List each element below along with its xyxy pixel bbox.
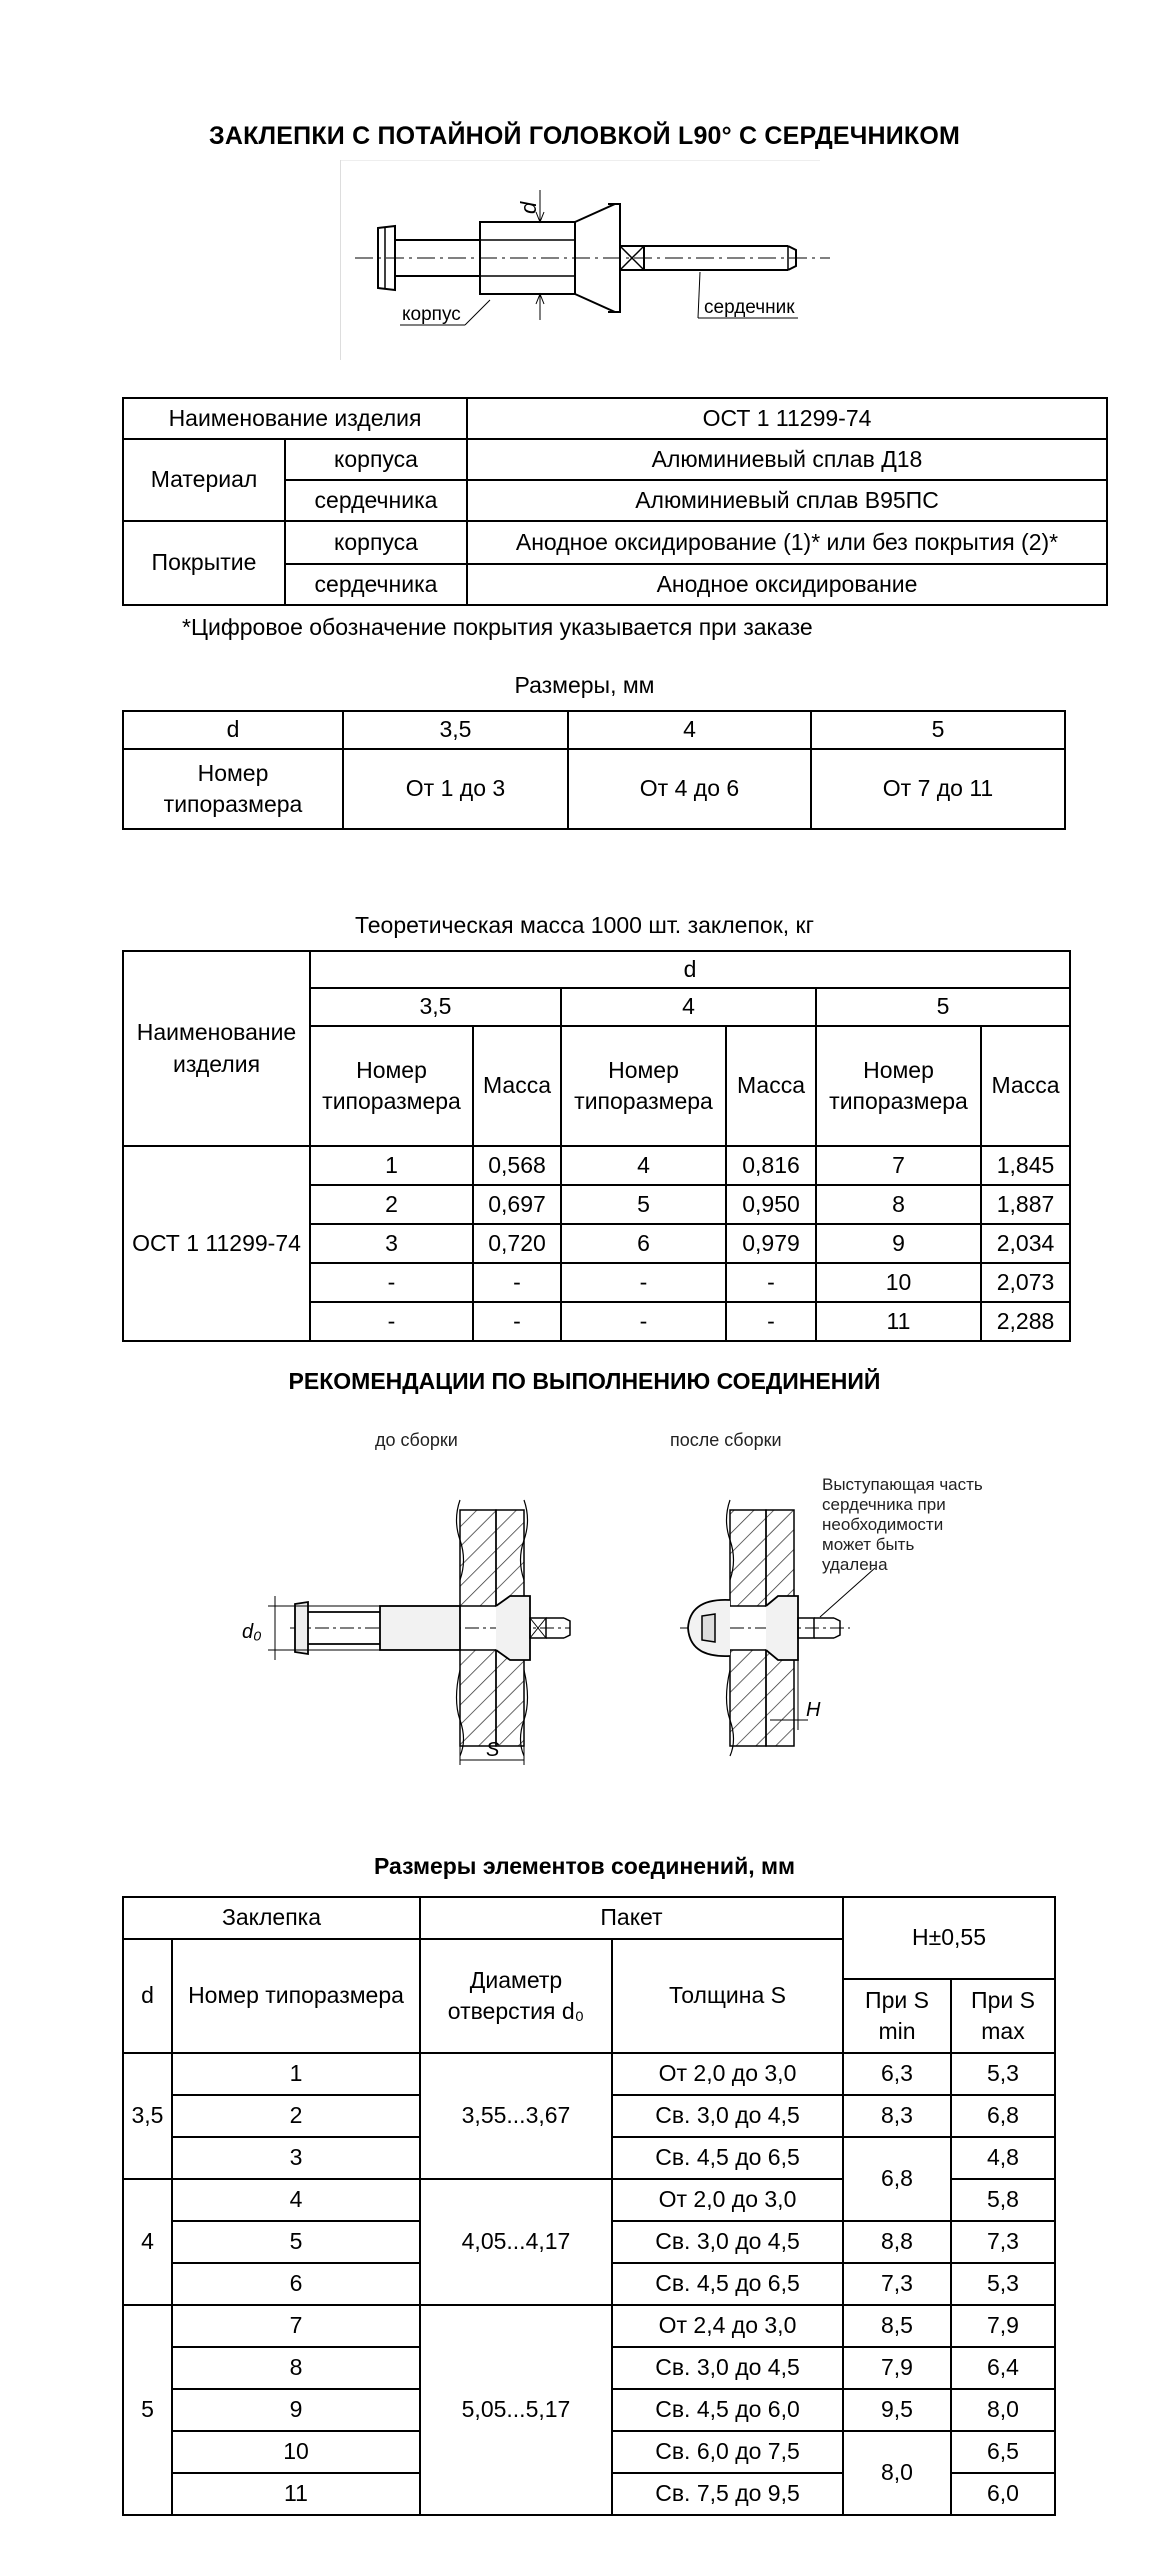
joint-hole-header: Диаметр отверстия d₀ [420, 1939, 612, 2053]
after-label: после сборки [670, 1430, 782, 1450]
mass-cell: 11 [816, 1302, 981, 1341]
joint-number: 6 [172, 2263, 420, 2305]
joint-hmin: 8,0 [843, 2431, 951, 2515]
spec-body-label: корпуса [285, 521, 467, 564]
joint-number: 5 [172, 2221, 420, 2263]
joint-thickness: Св. 3,0 до 4,5 [612, 2095, 843, 2137]
mass-product: ОСТ 1 11299-74 [123, 1146, 310, 1341]
joint-d-value: 3,5 [123, 2053, 172, 2179]
joint-caption: Размеры элементов соединений, мм [373, 1853, 796, 1879]
joint-hmax: 7,3 [951, 2221, 1055, 2263]
mass-cell: 0,568 [473, 1146, 561, 1185]
joint-hmax: 6,4 [951, 2347, 1055, 2389]
sizes-range: От 4 до 6 [568, 749, 811, 829]
mass-cell: 10 [816, 1263, 981, 1302]
spec-coating-label: Покрытие [123, 521, 285, 605]
mass-cell: 0,697 [473, 1185, 561, 1224]
sizes-d-label: d [123, 711, 343, 749]
joint-number: 7 [172, 2305, 420, 2347]
joint-hmax: 4,8 [951, 2137, 1055, 2179]
mass-mass-header: Масса [726, 1026, 816, 1146]
joint-hmax: 6,8 [951, 2095, 1055, 2137]
joint-thickness: Св. 4,5 до 6,5 [612, 2137, 843, 2179]
sizes-d-value: 5 [811, 711, 1065, 749]
joint-pack-header: Пакет [420, 1897, 843, 1939]
joint-hmin: 7,3 [843, 2263, 951, 2305]
joint-d-value: 4 [123, 2179, 172, 2305]
page-title: ЗАКЛЕПКИ С ПОТАЙНОЙ ГОЛОВКОЙ L90° С СЕРДЕЧНИКОМ [208, 122, 961, 150]
joint-hmax: 6,5 [951, 2431, 1055, 2473]
mass-cell: 0,979 [726, 1224, 816, 1263]
joint-hmax: 8,0 [951, 2389, 1055, 2431]
spec-core-label: сердечника [285, 480, 467, 521]
mass-mass-header: Масса [473, 1026, 561, 1146]
joint-hole: 5,05...5,17 [420, 2305, 612, 2515]
sizes-caption: Размеры, мм [514, 672, 655, 698]
mass-cell: 5 [561, 1185, 726, 1224]
mass-cell: 0,816 [726, 1146, 816, 1185]
joint-thickness: Св. 6,0 до 7,5 [612, 2431, 843, 2473]
spec-body-label: корпуса [285, 439, 467, 480]
sizes-d-value: 3,5 [343, 711, 568, 749]
core-label: сердечник [704, 297, 795, 318]
d0-label: d₀ [242, 1621, 262, 1643]
mass-number-header: Номер типоразмера [561, 1026, 726, 1146]
joint-number: 4 [172, 2179, 420, 2221]
mass-cell: 4 [561, 1146, 726, 1185]
joint-hmax: 5,3 [951, 2053, 1055, 2095]
joint-number: 1 [172, 2053, 420, 2095]
mass-cell: 8 [816, 1185, 981, 1224]
mass-cell: 6 [561, 1224, 726, 1263]
mass-cell: 0,950 [726, 1185, 816, 1224]
spec-material-core: Алюминиевый сплав В95ПС [467, 480, 1107, 521]
mass-d-header: d [310, 951, 1070, 988]
joint-thickness: От 2,0 до 3,0 [612, 2179, 843, 2221]
mass-cell: 3 [310, 1224, 473, 1263]
joint-hmax: 5,3 [951, 2263, 1055, 2305]
sizes-range: От 1 до 3 [343, 749, 568, 829]
dim-d-label: d [516, 201, 541, 214]
joint-hmin: 9,5 [843, 2389, 951, 2431]
h-label: H [806, 1699, 821, 1721]
joint-hmin: 6,3 [843, 2053, 951, 2095]
mass-cell: - [310, 1302, 473, 1341]
joint-hmin: 6,8 [843, 2137, 951, 2221]
recommend-title: РЕКОМЕНДАЦИИ ПО ВЫПОЛНЕНИЮ СОЕДИНЕНИЙ [288, 1368, 881, 1394]
mass-cell: 1 [310, 1146, 473, 1185]
mass-cell: 2,034 [981, 1224, 1070, 1263]
joint-hmin: 8,3 [843, 2095, 951, 2137]
joint-thickness-header: Толщина S [612, 1939, 843, 2053]
rivet-drawing [340, 160, 830, 360]
joint-hmax: 7,9 [951, 2305, 1055, 2347]
joint-hmin: 7,9 [843, 2347, 951, 2389]
mass-cell: 2,073 [981, 1263, 1070, 1302]
spec-coating-core: Анодное оксидирование [467, 564, 1107, 605]
joint-thickness: Св. 3,0 до 4,5 [612, 2221, 843, 2263]
mass-cell: 1,887 [981, 1185, 1070, 1224]
mass-number-header: Номер типоразмера [816, 1026, 981, 1146]
joint-hmax: 5,8 [951, 2179, 1055, 2221]
joint-thickness: Св. 7,5 до 9,5 [612, 2473, 843, 2515]
joint-thickness: От 2,4 до 3,0 [612, 2305, 843, 2347]
joint-hmax: 6,0 [951, 2473, 1055, 2515]
mass-cell: 9 [816, 1224, 981, 1263]
mass-cell: 0,720 [473, 1224, 561, 1263]
mass-cell: 7 [816, 1146, 981, 1185]
mass-d-value: 3,5 [310, 988, 561, 1026]
before-label: до сборки [375, 1430, 458, 1450]
joint-rivet-header: Заклепка [123, 1897, 420, 1939]
joint-table [122, 1896, 1056, 2516]
joint-thickness: Св. 3,0 до 4,5 [612, 2347, 843, 2389]
joint-h-header: H±0,55 [843, 1897, 1055, 1979]
spec-name-value: ОСТ 1 11299-74 [467, 398, 1107, 439]
joint-hmin: 8,5 [843, 2305, 951, 2347]
joint-d-value: 5 [123, 2305, 172, 2515]
mass-d-value: 5 [816, 988, 1070, 1026]
spec-material-body: Алюминиевый сплав Д18 [467, 439, 1107, 480]
mass-cell: 2 [310, 1185, 473, 1224]
spec-material-label: Материал [123, 439, 285, 521]
mass-caption: Теоретическая масса 1000 шт. заклепок, кг [355, 912, 814, 938]
footnote: *Цифровое обозначение покрытия указывается при заказе [182, 614, 813, 640]
joint-hole: 4,05...4,17 [420, 2179, 612, 2305]
joint-number: 11 [172, 2473, 420, 2515]
spec-name-header: Наименование изделия [123, 398, 467, 439]
body-label: корпус [402, 304, 461, 325]
protrusion-note: Выступающая часть сердечника при необходимости может быть удалена [822, 1475, 983, 1574]
mass-mass-header: Масса [981, 1026, 1070, 1146]
joint-d-header: d [123, 1939, 172, 2053]
mass-table [122, 950, 1071, 1342]
joint-hole: 3,55...3,67 [420, 2053, 612, 2179]
mass-cell: 2,288 [981, 1302, 1070, 1341]
joint-thickness: Св. 4,5 до 6,0 [612, 2389, 843, 2431]
spec-table [122, 397, 1108, 606]
mass-number-header: Номер типоразмера [310, 1026, 473, 1146]
mass-cell: - [726, 1263, 816, 1302]
joint-number: 8 [172, 2347, 420, 2389]
mass-cell: - [561, 1302, 726, 1341]
sizes-table [122, 710, 1066, 830]
spec-coating-body: Анодное оксидирование (1)* или без покрытия (2)* [467, 521, 1107, 564]
mass-cell: 1,845 [981, 1146, 1070, 1185]
mass-cell: - [561, 1263, 726, 1302]
mass-cell: - [473, 1302, 561, 1341]
mass-name-header: Наименование изделия [123, 951, 310, 1146]
spec-core-label: сердечника [285, 564, 467, 605]
mass-d-value: 4 [561, 988, 816, 1026]
sizes-number-label: Номер типоразмера [123, 749, 343, 829]
joint-number: 2 [172, 2095, 420, 2137]
joint-number: 9 [172, 2389, 420, 2431]
assembly-drawing [210, 1420, 1070, 1775]
s-label: S [486, 1739, 500, 1761]
joint-number-header: Номер типоразмера [172, 1939, 420, 2053]
joint-number: 10 [172, 2431, 420, 2473]
joint-smax-header: При S max [951, 1979, 1055, 2053]
sizes-range: От 7 до 11 [811, 749, 1065, 829]
sizes-d-value: 4 [568, 711, 811, 749]
joint-number: 3 [172, 2137, 420, 2179]
joint-hmin: 8,8 [843, 2221, 951, 2263]
mass-cell: - [473, 1263, 561, 1302]
joint-smin-header: При S min [843, 1979, 951, 2053]
mass-cell: - [726, 1302, 816, 1341]
joint-thickness: Св. 4,5 до 6,5 [612, 2263, 843, 2305]
mass-cell: - [310, 1263, 473, 1302]
joint-thickness: От 2,0 до 3,0 [612, 2053, 843, 2095]
